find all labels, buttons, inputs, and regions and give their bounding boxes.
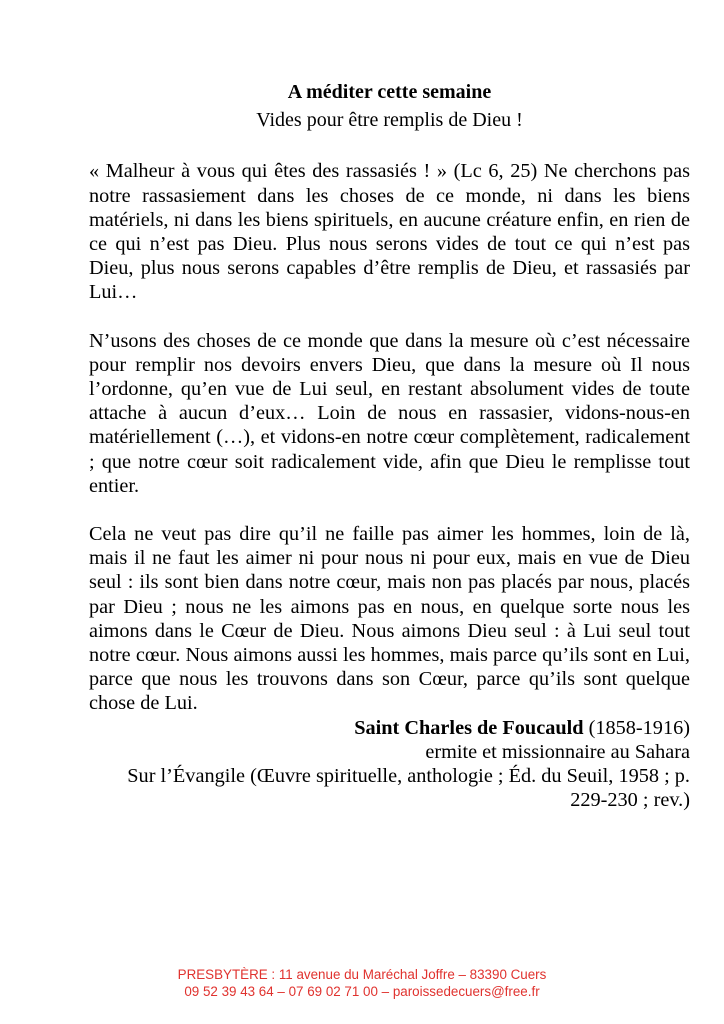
- signature-line: [89, 716, 690, 740]
- author-dates: (1858-1916): [583, 716, 690, 739]
- document-heading: A méditer cette semaine: [287, 81, 492, 103]
- paragraph-1: « Malheur à vous qui êtes des rassasiés ! » (Lc 6, 25) Ne cherchons pas notre rassasiement dans les choses de ce monde, ni dans les biens matériels, ni dans les biens spirituels, en aucune créature enfin, en rien de ce qui n’est pas Dieu. Plus nous serons vides de tout ce qui n’est pas Dieu, plus nous serons capables d’être remplis de Dieu, et rassasiés par Lui…: [89, 160, 690, 304]
- author-name: Saint Charles de Foucauld: [354, 716, 584, 739]
- document-body: [89, 80, 690, 812]
- paragraph-2: N’usons des choses de ce monde que dans la mesure où c’est nécessaire pour remplir nos devoirs envers Dieu, que dans la mesure où Il nous l’ordonne, qu’en vue de Lui seul, en restant absolument vides de toute attache à aucun d’eux… Loin de nous en rassasier, vidons-nous-en matériellement (…), et vidons-en notre cœur complètement, radicalement ; que notre cœur soit radicalement vide, afin que Dieu le remplisse tout entier.: [89, 329, 690, 497]
- footer-address: PRESBYTÈRE : 11 avenue du Maréchal Joffre – 83390 Cuers: [177, 967, 547, 982]
- footer-contact: 09 52 39 43 64 – 07 69 02 71 00 – paroissedecuers@free.fr: [184, 984, 540, 999]
- source-citation: Sur l’Évangile (Œuvre spirituelle, anthologie ; Éd. du Seuil, 1958 ; p. 229-230 ; rev.): [127, 765, 690, 812]
- document-subheading: Vides pour être remplis de Dieu !: [256, 109, 523, 132]
- footer: [0, 966, 724, 1000]
- author-role: ermite et missionnaire au Sahara: [425, 740, 690, 763]
- paragraph-3: Cela ne veut pas dire qu’il ne faille pas aimer les hommes, loin de là, mais il ne faut les aimer ni pour nous ni pour eux, mais en vue de Dieu seul : ils sont bien dans notre cœur, mais non pas placés par nous, placés par Dieu ; nous ne les aimons pas en nous, en quelque sorte nous les aimons dans le Cœur de Dieu. Nous aimons Dieu seul : à Lui seul tout notre cœur. Nous aimons aussi les hommes, mais parce qu’ils sont en Lui, parce que nous les trouvons dans son Cœur, parce qu’ils sont quelque chose de Lui.: [89, 523, 690, 715]
